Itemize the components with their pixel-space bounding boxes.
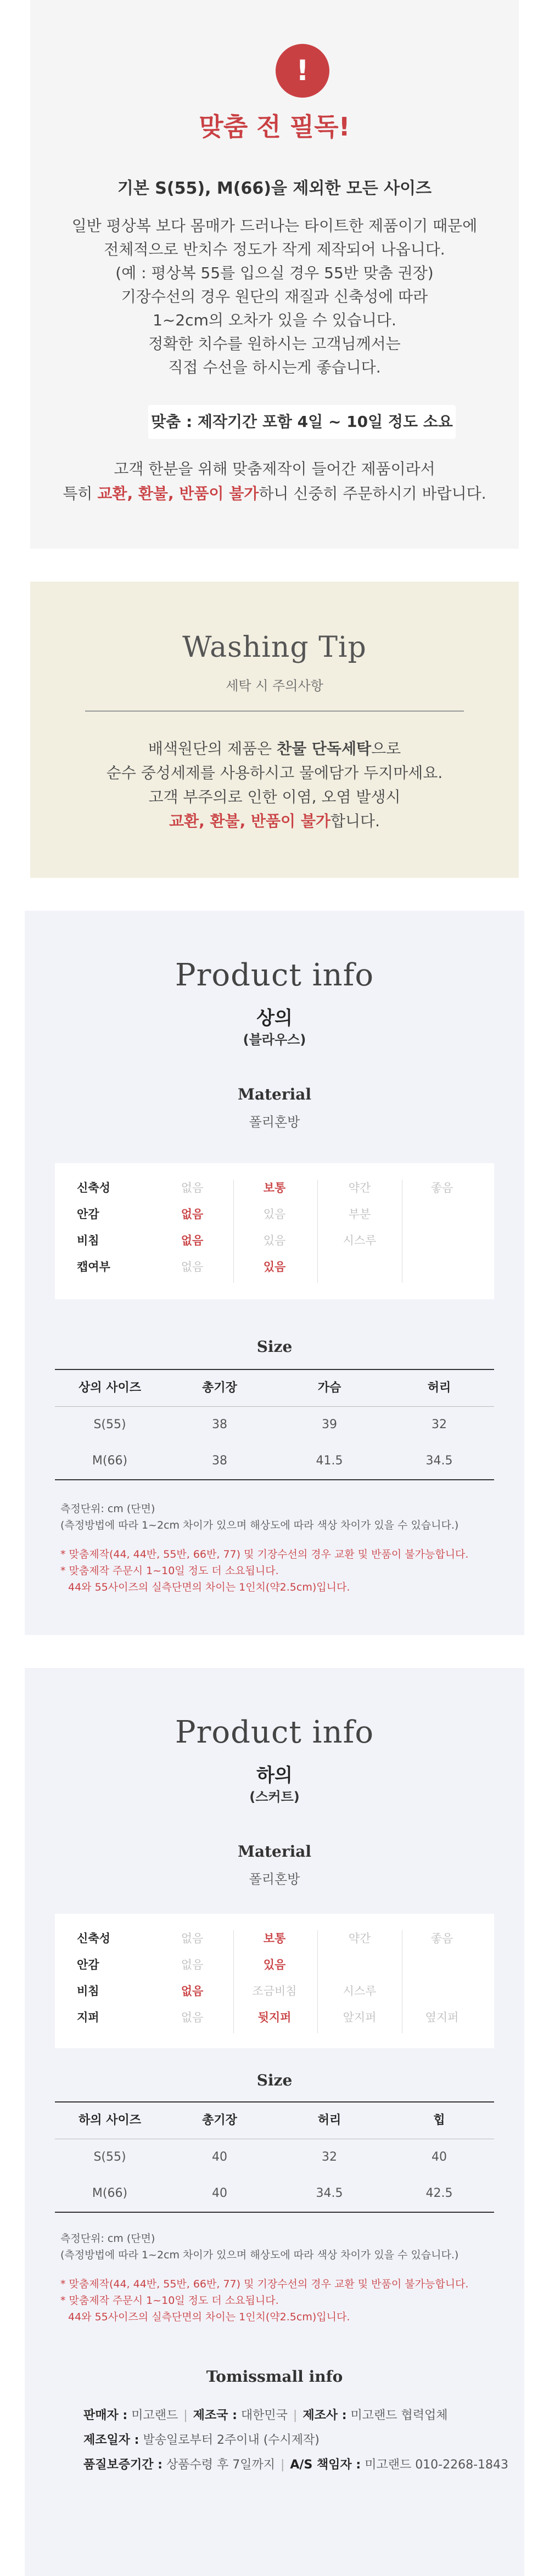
attribute-option-selected: 보통 (263, 1181, 286, 1194)
attribute-option-selected: 보통 (263, 1932, 286, 1945)
washing-text: 합니다. (330, 812, 380, 830)
origin-label: 제조국 : (193, 2409, 237, 2422)
size-header-cell: 허리 (317, 2113, 341, 2127)
attribute-option: 좋음 (430, 1932, 453, 1945)
store-info-row (83, 2431, 549, 2448)
red-note-line: * 맞춤제작 주문시 1~10일 정도 더 소요됩니다. (60, 1565, 279, 1577)
size-cell: 40 (432, 2150, 447, 2164)
red-note-line: 44와 55사이즈의 실측단면의 차이는 1인치(약2.5cm)입니다. (68, 2311, 350, 2323)
size-header-cell: 하의 사이즈 (79, 2113, 141, 2127)
attribute-row (55, 1926, 494, 1951)
material-value: 폴리혼방 (249, 1872, 300, 1887)
notice-footer-line: 고객 한분을 위해 맞춤제작이 들어간 제품이라서 (114, 460, 435, 478)
seller-label: 판매자 : (83, 2409, 128, 2422)
table-row (55, 1443, 494, 1479)
notice-section (0, 0, 549, 549)
attribute-row (55, 1978, 494, 2004)
size-header-cell: 허리 (427, 1381, 451, 1395)
store-info-row: 품질보증기간 : 상품수령 후 7일까지 | A/S 책임자 : 미고랜드 010-2268-1843 (83, 2458, 509, 2472)
cold-wash-text: 찬물 단독세탁 (277, 740, 372, 758)
note-line: 측정단위: cm (단면) (60, 1503, 155, 1515)
notice-line: (예 : 평상복 55를 입으실 경우 55반 맞춤 권장) (115, 264, 434, 282)
size-cell: S(55) (93, 2150, 126, 2164)
size-cell: 40 (212, 2150, 227, 2164)
size-cell: 38 (212, 1454, 227, 1468)
notice-footer-line2 (30, 481, 519, 506)
attribute-option: 없음 (181, 1181, 204, 1194)
warranty-label: 품질보증기간 : (83, 2458, 163, 2472)
attribute-option-selected: 없음 (181, 1208, 204, 1221)
attribute-option-selected: 없음 (181, 1985, 204, 1998)
attribute-option: 있음 (263, 1234, 286, 1247)
attribute-label: 신축성 (77, 1932, 110, 1945)
size-label: Size (256, 2071, 293, 2089)
notice-subtitle: 기본 S(55), M(66)을 제외한 모든 사이즈 (117, 179, 432, 198)
attribute-option: 조금비침 (252, 1985, 297, 1998)
red-note-line: * 맞춤제작 주문시 1~10일 정도 더 소요됩니다. (60, 2295, 279, 2307)
size-cell: M(66) (92, 1454, 128, 1468)
attribute-option-selected: 뒷지퍼 (257, 2011, 292, 2024)
notice-line: 일반 평상복 보다 몸매가 드러나는 타이트한 제품이기 때문에 (71, 217, 478, 235)
size-red-notes (60, 1546, 522, 1596)
size-cell: 40 (212, 2186, 227, 2200)
attribute-option: 옆지퍼 (425, 2011, 459, 2024)
table-row (55, 2139, 494, 2175)
attribute-option: 없음 (181, 1958, 204, 1971)
size-cell: M(66) (92, 2186, 128, 2200)
product-category: 상의 (256, 1007, 293, 1029)
attribute-label: 캡여부 (77, 1260, 110, 1273)
attribute-option: 있음 (263, 1208, 286, 1221)
top-product-info (25, 911, 524, 1635)
table-row (55, 1407, 494, 1443)
washing-line (30, 737, 519, 761)
attribute-label: 지퍼 (77, 2011, 99, 2024)
notice-line: 정확한 치수를 원하시는 고객님께서는 (148, 335, 401, 353)
size-cell: 38 (212, 1418, 227, 1431)
material-value: 폴리혼방 (249, 1114, 300, 1130)
red-note-line: * 맞춤제작(44, 44반, 55반, 66반, 77) 및 기장수선의 경우 교환 및 반품이 불가능합니다. (60, 1548, 469, 1560)
attribute-option-selected: 없음 (181, 1234, 204, 1247)
notice-title: 맞춤 전 필독! (199, 112, 350, 142)
size-cell: 42.5 (425, 2186, 453, 2200)
size-header-cell: 힙 (433, 2113, 445, 2127)
notice-line: 전체적으로 반치수 정도가 작게 제작되어 나옵니다. (104, 240, 445, 258)
note-line: (측정방법에 따라 1~2cm 차이가 있으며 해상도에 따라 색상 차이가 있을 수 있습니다.) (60, 1519, 459, 1531)
size-cell: 34.5 (316, 2186, 343, 2200)
size-header-cell: 가슴 (317, 1381, 341, 1395)
note-line: (측정방법에 따라 1~2cm 차이가 있으며 해상도에 따라 색상 차이가 있을 수 있습니다.) (60, 2249, 459, 2261)
size-cell: 34.5 (425, 1454, 453, 1468)
notice-box (30, 0, 519, 549)
maker-value: 미고랜드 협력업체 (350, 2409, 448, 2422)
attribute-option: 시스루 (343, 1234, 377, 1247)
washing-line: 순수 중성세제를 사용하시고 물에담가 두지마세요. (106, 764, 443, 782)
attribute-table (55, 1914, 494, 2048)
store-info-row: 판매자 : 미고랜드 | 제조국 : 대한민국 | 제조사 : 미고랜드 협력업체 (83, 2409, 448, 2422)
size-header-cell: 총기장 (202, 2113, 237, 2127)
red-note-line: * 맞춤제작(44, 44반, 55반, 66반, 77) 및 기장수선의 경우 교환 및 반품이 불가능합니다. (60, 2278, 469, 2290)
size-cell: 32 (322, 2150, 337, 2164)
attribute-option: 없음 (181, 1260, 204, 1273)
no-refund-text: 교환, 환불, 반품이 불가 (169, 812, 330, 830)
attribute-row (55, 1952, 494, 1977)
size-cell: 32 (432, 1418, 447, 1431)
washing-section (0, 582, 549, 878)
attribute-label: 신축성 (77, 1181, 110, 1194)
attribute-option-selected: 있음 (263, 1260, 286, 1273)
attribute-row (55, 1202, 494, 1227)
notice-line: 기장수선의 경우 원단의 재질과 신축성에 따라 (121, 288, 428, 306)
material-label: Material (237, 1085, 312, 1103)
size-cell: 39 (322, 1418, 337, 1431)
size-cell: 41.5 (316, 1454, 343, 1468)
washing-line: 고객 부주의로 인한 이염, 오염 발생시 (148, 788, 401, 806)
attribute-table (55, 1163, 494, 1299)
attribute-option: 앞지퍼 (343, 2011, 377, 2024)
attribute-row (55, 2005, 494, 2030)
attribute-row (55, 1175, 494, 1200)
washing-text: 으로 (371, 740, 401, 758)
as-value: 미고랜드 010-2268-1843 (365, 2458, 509, 2472)
size-cell: S(55) (93, 1418, 126, 1431)
notice-footer (30, 456, 519, 506)
attribute-label: 비침 (77, 1234, 99, 1247)
attribute-row (55, 1228, 494, 1253)
red-note-line: 44와 55사이즈의 실측단면의 차이는 1인치(약2.5cm)입니다. (68, 1581, 350, 1593)
washing-subtitle: 세탁 시 주의사항 (226, 678, 323, 694)
size-table-header (55, 2102, 494, 2139)
size-notes (60, 2230, 522, 2263)
no-refund-text: 교환, 환불, 반품이 불가 (97, 484, 259, 503)
production-time-badge: 맞춤 : 제작기간 포함 4일 ~ 10일 정도 소요 (148, 405, 456, 439)
product-info-title: Product info (175, 1715, 374, 1750)
notice-line: 직접 수선을 하시는게 좋습니다. (168, 358, 381, 376)
size-notes (60, 1501, 522, 1534)
warranty-value: 상품수령 후 7일까지 (166, 2458, 275, 2472)
footer-post: 하니 신중히 주문하시기 바랍니다. (259, 484, 486, 503)
washing-box (30, 582, 519, 878)
date-label: 제조일자 : (83, 2433, 139, 2447)
product-info-title: Product info (175, 957, 374, 993)
attribute-option: 부분 (348, 1208, 371, 1221)
attribute-option: 약간 (348, 1932, 371, 1945)
size-header-cell: 상의 사이즈 (79, 1381, 141, 1395)
attribute-option: 없음 (181, 1932, 204, 1945)
notice-body (30, 214, 519, 379)
washing-body (30, 737, 519, 833)
notice-line: 1~2cm의 오차가 있을 수 있습니다. (153, 311, 396, 329)
attribute-option: 약간 (348, 1181, 371, 1194)
seller-value: 미고랜드 (131, 2409, 178, 2422)
footer-pre: 특히 (63, 484, 98, 503)
attribute-option: 시스루 (343, 1985, 377, 1998)
attribute-label: 안감 (77, 1208, 99, 1221)
attribute-row (55, 1254, 494, 1279)
maker-label: 제조사 : (302, 2409, 347, 2422)
exclamation-icon: ! (276, 44, 329, 98)
date-value: 발송일로부터 2주이내 (수시제작) (143, 2433, 320, 2447)
washing-text: 배색원단의 제품은 (148, 740, 277, 758)
table-row (55, 2175, 494, 2212)
size-table (55, 2101, 494, 2213)
washing-line (30, 809, 519, 833)
size-label: Size (256, 1338, 293, 1356)
size-red-notes (60, 2276, 522, 2325)
bottom-product-info (25, 1668, 524, 2576)
product-category-sub: (스커트) (249, 1789, 300, 1805)
origin-value: 대한민국 (240, 2409, 288, 2422)
attribute-option: 없음 (181, 2011, 204, 2024)
attribute-label: 비침 (77, 1985, 99, 1998)
as-label: A/S 책임자 : (290, 2458, 361, 2472)
size-table-header (55, 1370, 494, 1407)
attribute-option-selected: 있음 (263, 1958, 286, 1971)
product-category-sub: (블라우스) (243, 1032, 306, 1047)
store-info-title: Tomissmall info (206, 2368, 343, 2386)
attribute-label: 안감 (77, 1958, 99, 1971)
attribute-option: 좋음 (430, 1181, 453, 1194)
material-label: Material (237, 1842, 312, 1861)
divider (85, 711, 464, 712)
size-table (55, 1369, 494, 1480)
note-line: 측정단위: cm (단면) (60, 2233, 155, 2245)
product-category: 하의 (256, 1765, 293, 1786)
washing-title: Washing Tip (182, 631, 367, 664)
size-header-cell: 총기장 (202, 1381, 237, 1395)
